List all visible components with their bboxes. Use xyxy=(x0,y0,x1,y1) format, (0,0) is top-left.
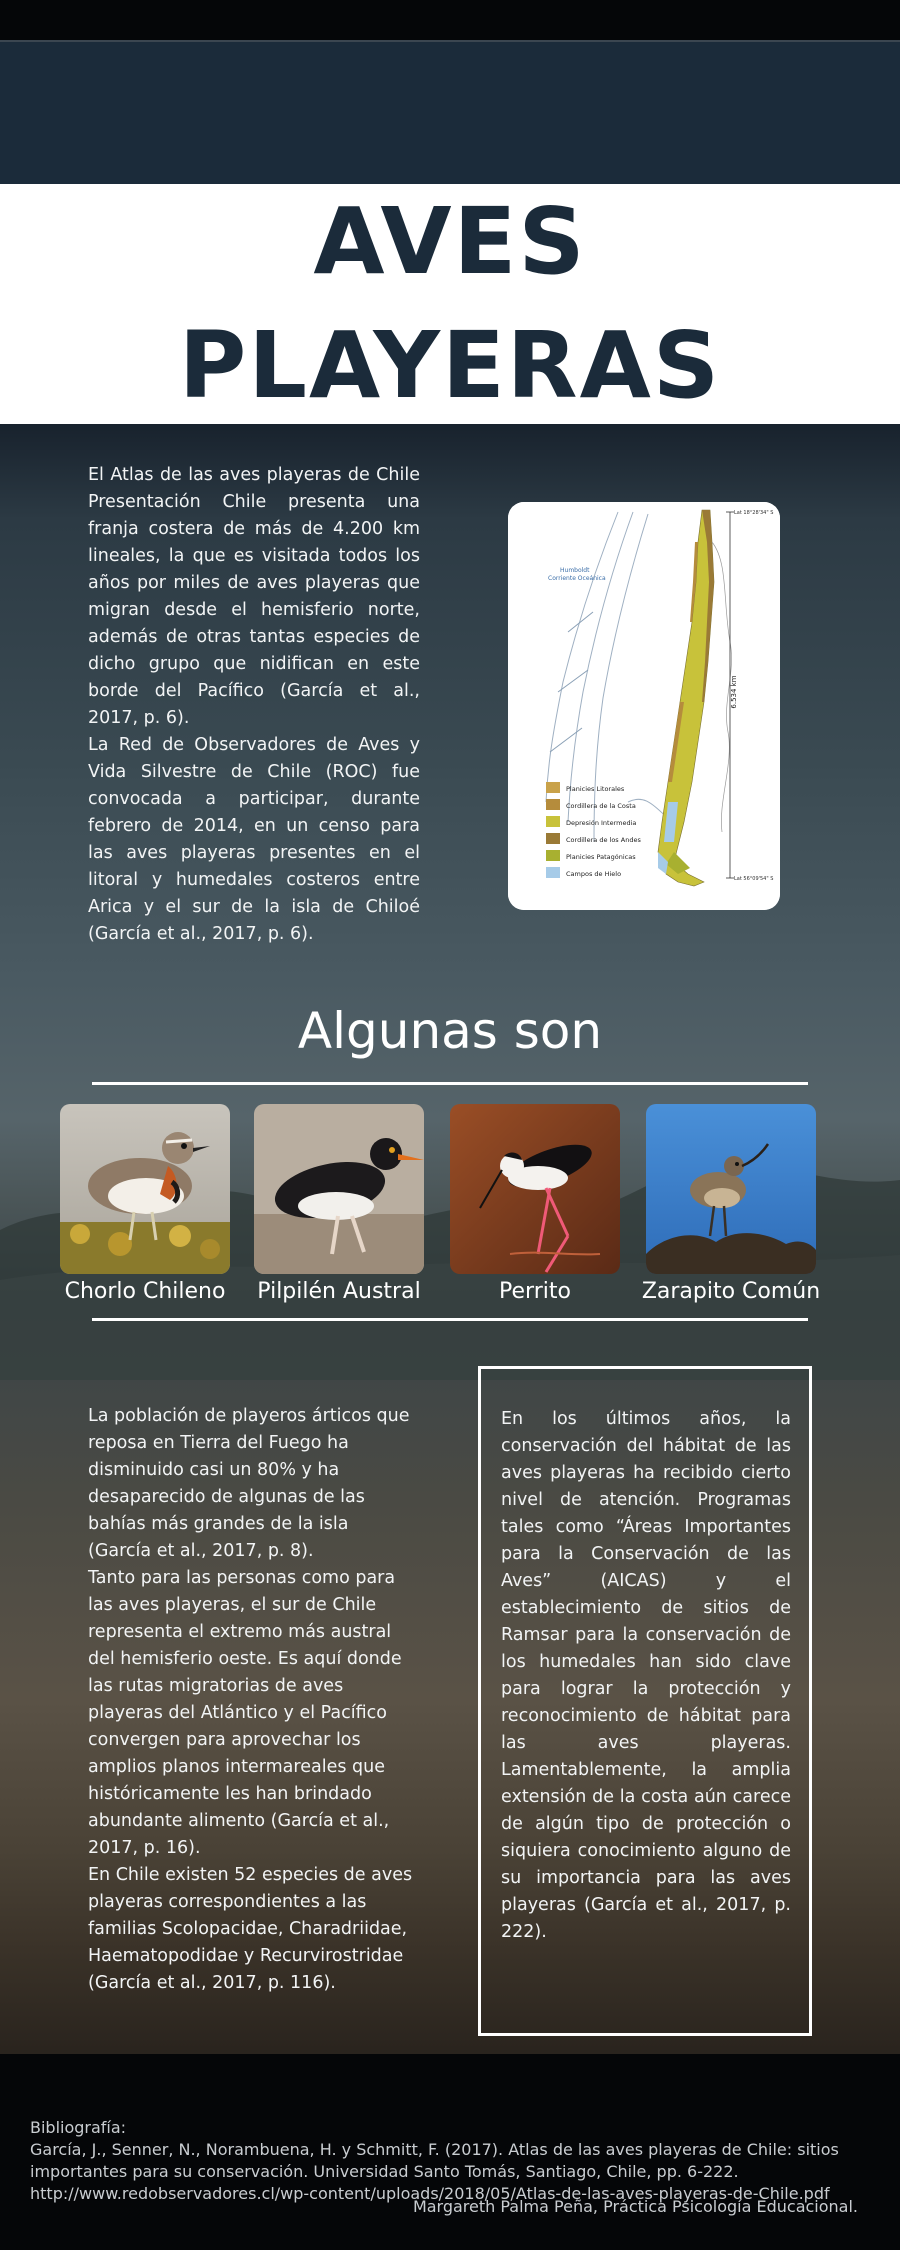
legend-swatch xyxy=(546,782,560,793)
title-band xyxy=(0,184,900,424)
bird-card-chorlo-chileno xyxy=(60,1104,230,1308)
bird-photo-zarapito-comun xyxy=(646,1104,816,1274)
bird-name: Pilpilén Austral xyxy=(257,1279,421,1304)
bird-photo-perrito xyxy=(450,1104,620,1274)
bird-card-pilpilen-austral xyxy=(254,1104,424,1308)
legend-swatch xyxy=(546,816,560,827)
conservation-text: En los últimos años, la conservación del hábitat de las aves playeras ha recibido cierto nivel de atención. Programas tales como “Áreas Importantes para la Conservación de las Aves” (AICAS) y el establecimiento de sitios de Ramsar para la conservación de los humedales han sido clave para lograr la protección y reconocimiento de hábitat para las aves playeras. Lamentablemente, la amplia extensión de la costa aún carece de algún tipo de protección o siquiera conocimiento alguno de su importancia para las aves playeras (García et al., 2017, p. 222). xyxy=(501,1409,791,1942)
top-bar xyxy=(0,0,900,42)
bird-photo-chorlo-chileno xyxy=(60,1104,230,1274)
legend-label: Planicies Litorales xyxy=(566,785,625,793)
author-credit: Margareth Palma Peña, Práctica Psicología Educacional. xyxy=(412,2197,858,2216)
left-paragraph-1: La población de playeros árticos que reposa en Tierra del Fuego ha disminuido casi un 80% y ha desaparecido de algunas de las bahías más grandes de la isla (García et al., 2017, p. 8). xyxy=(88,1406,410,1561)
intro-paragraph-2: La Red de Observadores de Aves y Vida Silvestre de Chile (ROC) fue convocada a participar, durante febrero de 2014, en un censo para las aves playeras presentes en el litoral y humedales costeros entre Arica y el sur de la isla de Chiloé (García et al., 2017, p. 6). xyxy=(88,735,420,944)
ocean-label-2: Corriente Oceánica xyxy=(548,575,606,582)
section-title: Algunas son xyxy=(297,1002,603,1060)
legend-label: Planicies Patagónicas xyxy=(566,853,636,861)
bird-name: Chorlo Chileno xyxy=(64,1279,226,1304)
left-column-text xyxy=(88,1403,416,1997)
page-title-line2: PLAYERAS xyxy=(178,312,722,419)
bird-card-zarapito-comun xyxy=(641,1104,821,1308)
bird-photo-pilpilen-austral xyxy=(254,1104,424,1274)
page-title-line1: AVES xyxy=(313,188,587,295)
bibliography xyxy=(30,2117,870,2205)
bird-gallery xyxy=(60,1104,820,1304)
left-paragraph-3: En Chile existen 52 especies de aves playeras correspondientes a las familias Scolopacidae, Charadriidae, Haematopodidae y Recurvirostridae (García et al., 2017, p. 116). xyxy=(88,1865,413,1993)
bibliography-entry: García, J., Senner, N., Norambuena, H. y Schmitt, F. (2017). Atlas de las aves playeras de Chile: sitios importantes para su conservación. Universidad Santo Tomás, Santiago, Chile, pp. 6-222. http://www.redobservadores.cl/wp-content/uploads/2018/05/Atlas-de-las-aves-playeras-de-Chile.pdf xyxy=(30,2140,839,2203)
divider-top xyxy=(92,1082,808,1085)
chile-map xyxy=(508,502,780,910)
legend-swatch xyxy=(546,867,560,878)
left-paragraph-2: Tanto para las personas como para las aves playeras, el sur de Chile representa el extremo más austral del hemisferio oeste. Es aquí donde las rutas migratorias de aves playeras del Atlántico y el Pacífico convergen para aprovechar los amplios planos intermareales que históricamente les han brindado abundante alimento (García et al., 2017, p. 16). xyxy=(88,1568,402,1858)
distance-label: 6.534 km xyxy=(730,675,738,709)
legend-swatch xyxy=(546,850,560,861)
bird-name: Perrito xyxy=(499,1279,571,1304)
header-band xyxy=(0,42,900,184)
bibliography-heading: Bibliografía: xyxy=(30,2118,127,2137)
ocean-label-1: Humboldt xyxy=(560,567,590,574)
bird-card-perrito xyxy=(450,1104,620,1308)
legend-label: Depresión Intermedia xyxy=(566,819,637,827)
lat-top-label: Lat 18°28'34" S xyxy=(734,510,774,516)
chile-map-card xyxy=(508,502,780,910)
divider-bottom xyxy=(92,1318,808,1321)
legend-swatch xyxy=(546,833,560,844)
legend-swatch xyxy=(546,799,560,810)
intro-paragraph-1: El Atlas de las aves playeras de Chile Presentación Chile presenta una franja costera de más de 4.200 km lineales, la que es visitada todos los años por miles de aves playeras que migran desde el hemisferio norte, además de otras tantas especies de dicho grupo que nidifican en este borde del Pacífico (García et al., 2017, p. 6). xyxy=(88,465,420,728)
legend-label: Campos de Hielo xyxy=(566,870,622,878)
legend-label: Cordillera de los Andes xyxy=(566,836,641,844)
intro-text xyxy=(88,462,420,948)
bird-name: Zarapito Común xyxy=(641,1279,821,1304)
conservation-box xyxy=(478,1366,812,2036)
lat-bottom-label: Lat 56°09'54" S xyxy=(734,876,774,882)
legend-label: Cordillera de la Costa xyxy=(566,802,636,810)
